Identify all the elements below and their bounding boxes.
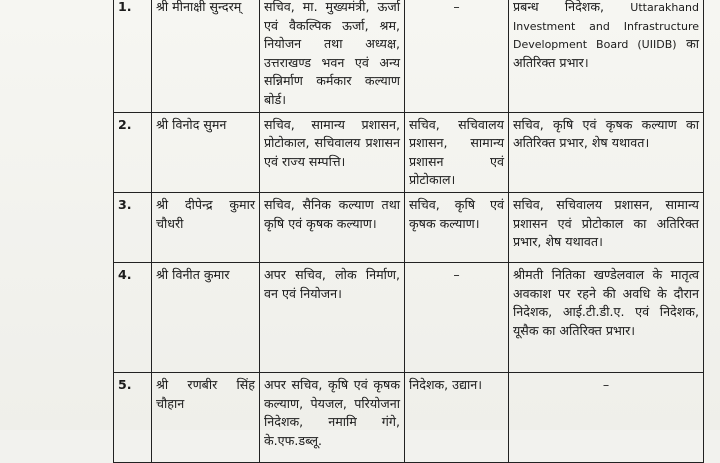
serial-number: 5. — [114, 372, 152, 462]
serial-number: 4. — [114, 262, 152, 372]
relieved-from: सचिव, कृषि एवं कृषक कल्याण। — [405, 192, 509, 262]
new-posting: श्रीमती नितिका खण्डेलवाल के मातृत्व अवकाश पर रहने की अवधि के दौरान निदेशक, आई.टी.डी.ए. एवं निदेशक, यूसैक का अतिरिक्त प्रभार। — [509, 262, 704, 372]
serial-number: 2. — [114, 112, 152, 192]
current-posting: सचिव, सैनिक कल्याण तथा कृषि एवं कृषक कल्याण। — [260, 192, 405, 262]
current-posting: सचिव, सामान्य प्रशासन, प्रोटोकाल, सचिवालय प्रशासन एवं राज्य सम्पत्ति। — [260, 112, 405, 192]
current-posting: अपर सचिव, कृषि एवं कृषक कल्याण, पेयजल, परियोजना निदेशक, नमामि गंगे, के.एफ.डब्लू. — [260, 372, 405, 462]
serial-number: 3. — [114, 192, 152, 262]
empty-dash: – — [602, 376, 610, 392]
new-posting-hindi-suffix: का अतिरिक्त प्रभार। — [513, 36, 699, 70]
relieved-from — [405, 0, 509, 112]
table-row — [114, 372, 704, 462]
officer-name: श्री विनोद सुमन — [152, 112, 260, 192]
officer-name: श्री मीनाक्षी सुन्दरम् — [152, 0, 260, 112]
current-posting: अपर सचिव, लोक निर्माण, वन एवं नियोजन। — [260, 262, 405, 372]
relieved-from — [405, 262, 509, 372]
serial-number: 1. — [114, 0, 152, 112]
table-row — [114, 112, 704, 192]
new-posting-english: Uttarakhand Investment and Infrastructure Development Board (UIIDB) — [513, 1, 699, 52]
empty-dash: – — [453, 266, 460, 282]
relieved-from: सचिव, सचिवालय प्रशासन, सामान्य प्रशासन एवं प्रोटोकाल। — [405, 112, 509, 192]
table-row — [114, 192, 704, 262]
new-posting-hindi-prefix: प्रबन्ध निदेशक, — [513, 0, 605, 14]
officer-name: श्री रणबीर सिंह चौहान — [152, 372, 260, 462]
empty-dash: – — [453, 0, 460, 14]
new-posting — [509, 372, 704, 462]
relieved-from: निदेशक, उद्यान। — [405, 372, 509, 462]
new-posting: सचिव, सचिवालय प्रशासन, सामान्य प्रशासन एवं प्रोटोकाल का अतिरिक्त प्रभार, शेष यथावत। — [509, 192, 704, 262]
officer-name: श्री दीपेन्द्र कुमार चौधरी — [152, 192, 260, 262]
table-row — [114, 262, 704, 372]
table-row — [114, 0, 704, 112]
new-posting — [509, 0, 704, 112]
new-posting: सचिव, कृषि एवं कृषक कल्याण का अतिरिक्त प्रभार, शेष यथावत। — [509, 112, 704, 192]
transfer-table — [113, 0, 704, 463]
officer-name: श्री विनीत कुमार — [152, 262, 260, 372]
current-posting: सचिव, मा. मुख्यमंत्री, ऊर्जा एवं वैकल्पिक ऊर्जा, श्रम, नियोजन तथा अध्यक्ष, उत्तराखण्ड भवन एवं अन्य सन्निर्माण कर्मकार कल्याण बोर्ड। — [260, 0, 405, 112]
